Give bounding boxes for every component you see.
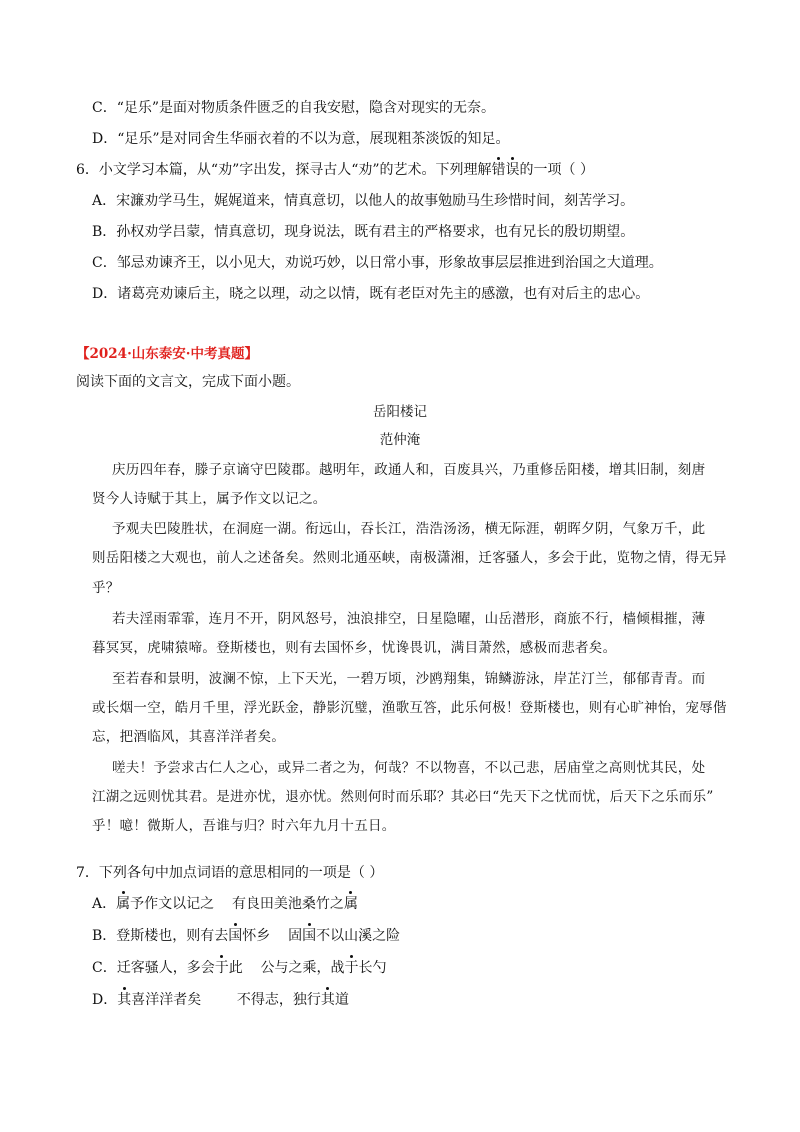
option-text: 不得志，独行 <box>236 992 321 1008</box>
option-text: 登斯楼也，则有去 <box>116 928 229 944</box>
passage-author: 范仲淹 <box>379 432 421 448</box>
passage-line: 庆历四年春，滕子京谪守巴陵郡。越明年，政通人和，百废具兴，乃重修岳阳楼，增其旧制，刻唐 <box>112 462 706 478</box>
q7-option-d <box>0 990 800 1010</box>
option-text: 公与之乘，战 <box>260 960 345 976</box>
option-text: 不以山溪之险 <box>316 928 401 944</box>
reading-instruction: 阅读下面的文言文，完成下面小题。 <box>76 374 300 390</box>
dotted-char: 于 <box>344 960 359 976</box>
q5-option-c: C．“足乐”是面对物质条件匮乏的自我安慰，隐含对现实的无奈。 <box>92 100 496 116</box>
q6-stem <box>0 160 800 180</box>
passage-line: 贤今人诗赋于其上，属予作文以记之。 <box>92 491 327 507</box>
option-text: 有良田美池桑竹之 <box>231 896 344 912</box>
passage-line: 至若春和景明，波澜不惊，上下天光，一碧万顷，沙鸥翔集，锦鳞游泳，岸芷汀兰，郁郁青青。而 <box>112 671 706 687</box>
source-tag: 【2024·山东泰安·中考真题】 <box>76 346 258 362</box>
passage-line: 乎！噫！微斯人，吾谁与归？时六年九月十五日。 <box>92 818 396 834</box>
passage-line: 或长烟一空，皓月千里，浮光跃金，静影沉璧，渔歌互答，此乐何极！登斯楼也，则有心旷神怡，宠辱偕 <box>92 700 727 716</box>
passage-line: 暮冥冥，虎啸猿啼。登斯楼也，则有去国怀乡，忧谗畏讥，满目萧然，感极而悲者矣。 <box>92 640 617 656</box>
dotted-char: 属 <box>343 896 358 912</box>
option-label: B． <box>92 928 117 944</box>
option-text: 长勺 <box>358 960 387 976</box>
option-label: C． <box>92 960 117 976</box>
dotted-char: 错 <box>491 162 506 178</box>
passage-line: 江湖之远则忧其君。是进亦忧，退亦忧。然则何时而乐耶？其必曰“先天下之忧而忧，后天下之乐而乐” <box>92 789 714 805</box>
q5-option-d: D．“足乐”是对同舍生华丽衣着的不以为意，展现粗茶淡饭的知足。 <box>92 131 510 147</box>
dotted-char: 其 <box>117 992 132 1008</box>
dotted-char: 属 <box>116 896 131 912</box>
q7-stem: 7．下列各句中加点词语的意思相同的一项是（ ） <box>76 865 384 881</box>
passage-line: 忘，把酒临风，其喜洋洋者矣。 <box>92 729 286 745</box>
option-text: 迁客骚人，多会 <box>116 960 215 976</box>
q6-option-a: A．宋濂劝学马生，娓娓道来，情真意切，以他人的故事勉励马生珍惜时间，刻苦学习。 <box>92 193 635 209</box>
q7-option-c <box>0 958 800 978</box>
option-gap <box>214 896 232 912</box>
q6-option-b: B．孙权劝学吕蒙，情真意切，现身说法，既有君主的严格要求，也有兄长的殷切期望。 <box>92 224 635 240</box>
option-label: A． <box>92 896 117 912</box>
passage-title: 岳阳楼记 <box>373 404 427 420</box>
option-gap <box>201 992 237 1008</box>
dotted-char: 国 <box>302 928 317 944</box>
dotted-char: 其 <box>320 992 335 1008</box>
dotted-char: 国 <box>228 928 243 944</box>
q7-option-b <box>0 926 800 946</box>
option-text: 道 <box>334 992 349 1008</box>
option-label: D． <box>92 992 118 1008</box>
q6-stem-after: 的一项（ ） <box>519 162 594 178</box>
passage-line: 予观夫巴陵胜状，在洞庭一湖。衔远山，吞长江，浩浩汤汤，横无际涯，朝晖夕阴，气象万千，此 <box>112 521 706 537</box>
option-text: 怀乡 <box>242 928 271 944</box>
q6-stem-before: 6．小文学习本篇，从“劝”字出发，探寻古人“劝”的艺术。下列理解 <box>76 162 492 178</box>
option-text: 此 <box>228 960 243 976</box>
option-text: 固 <box>288 928 303 944</box>
q6-option-d: D．诸葛亮劝谏后主，晓之以理，动之以情，既有老臣对先主的感激，也有对后主的忠心。 <box>92 286 650 302</box>
passage-line: 嗟夫！予尝求古仁人之心，或异二者之为，何哉？不以物喜，不以己悲，居庙堂之高则忧其民，处 <box>112 760 706 776</box>
passage-line: 乎？ <box>92 580 120 596</box>
q7-option-a <box>0 894 800 914</box>
passage-line: 则岳阳楼之大观也，前人之述备矣。然则北通巫峡，南极潇湘，迁客骚人，多会于此，览物之情，得无异 <box>92 550 727 566</box>
option-text: 予作文以记之 <box>130 896 215 912</box>
option-text: 喜洋洋者矣 <box>131 992 202 1008</box>
passage-line: 若夫淫雨霏霏，连月不开，阴风怒号，浊浪排空，日星隐曜，山岳潜形，商旅不行，樯倾楫摧，薄 <box>112 611 706 627</box>
option-gap <box>270 928 288 944</box>
option-gap <box>243 960 261 976</box>
q6-option-c: C．邹忌劝谏齐王，以小见大，劝说巧妙，以日常小事，形象故事层层推进到治国之大道理。 <box>92 255 663 271</box>
dotted-char: 误 <box>505 162 520 178</box>
dotted-char: 于 <box>214 960 229 976</box>
